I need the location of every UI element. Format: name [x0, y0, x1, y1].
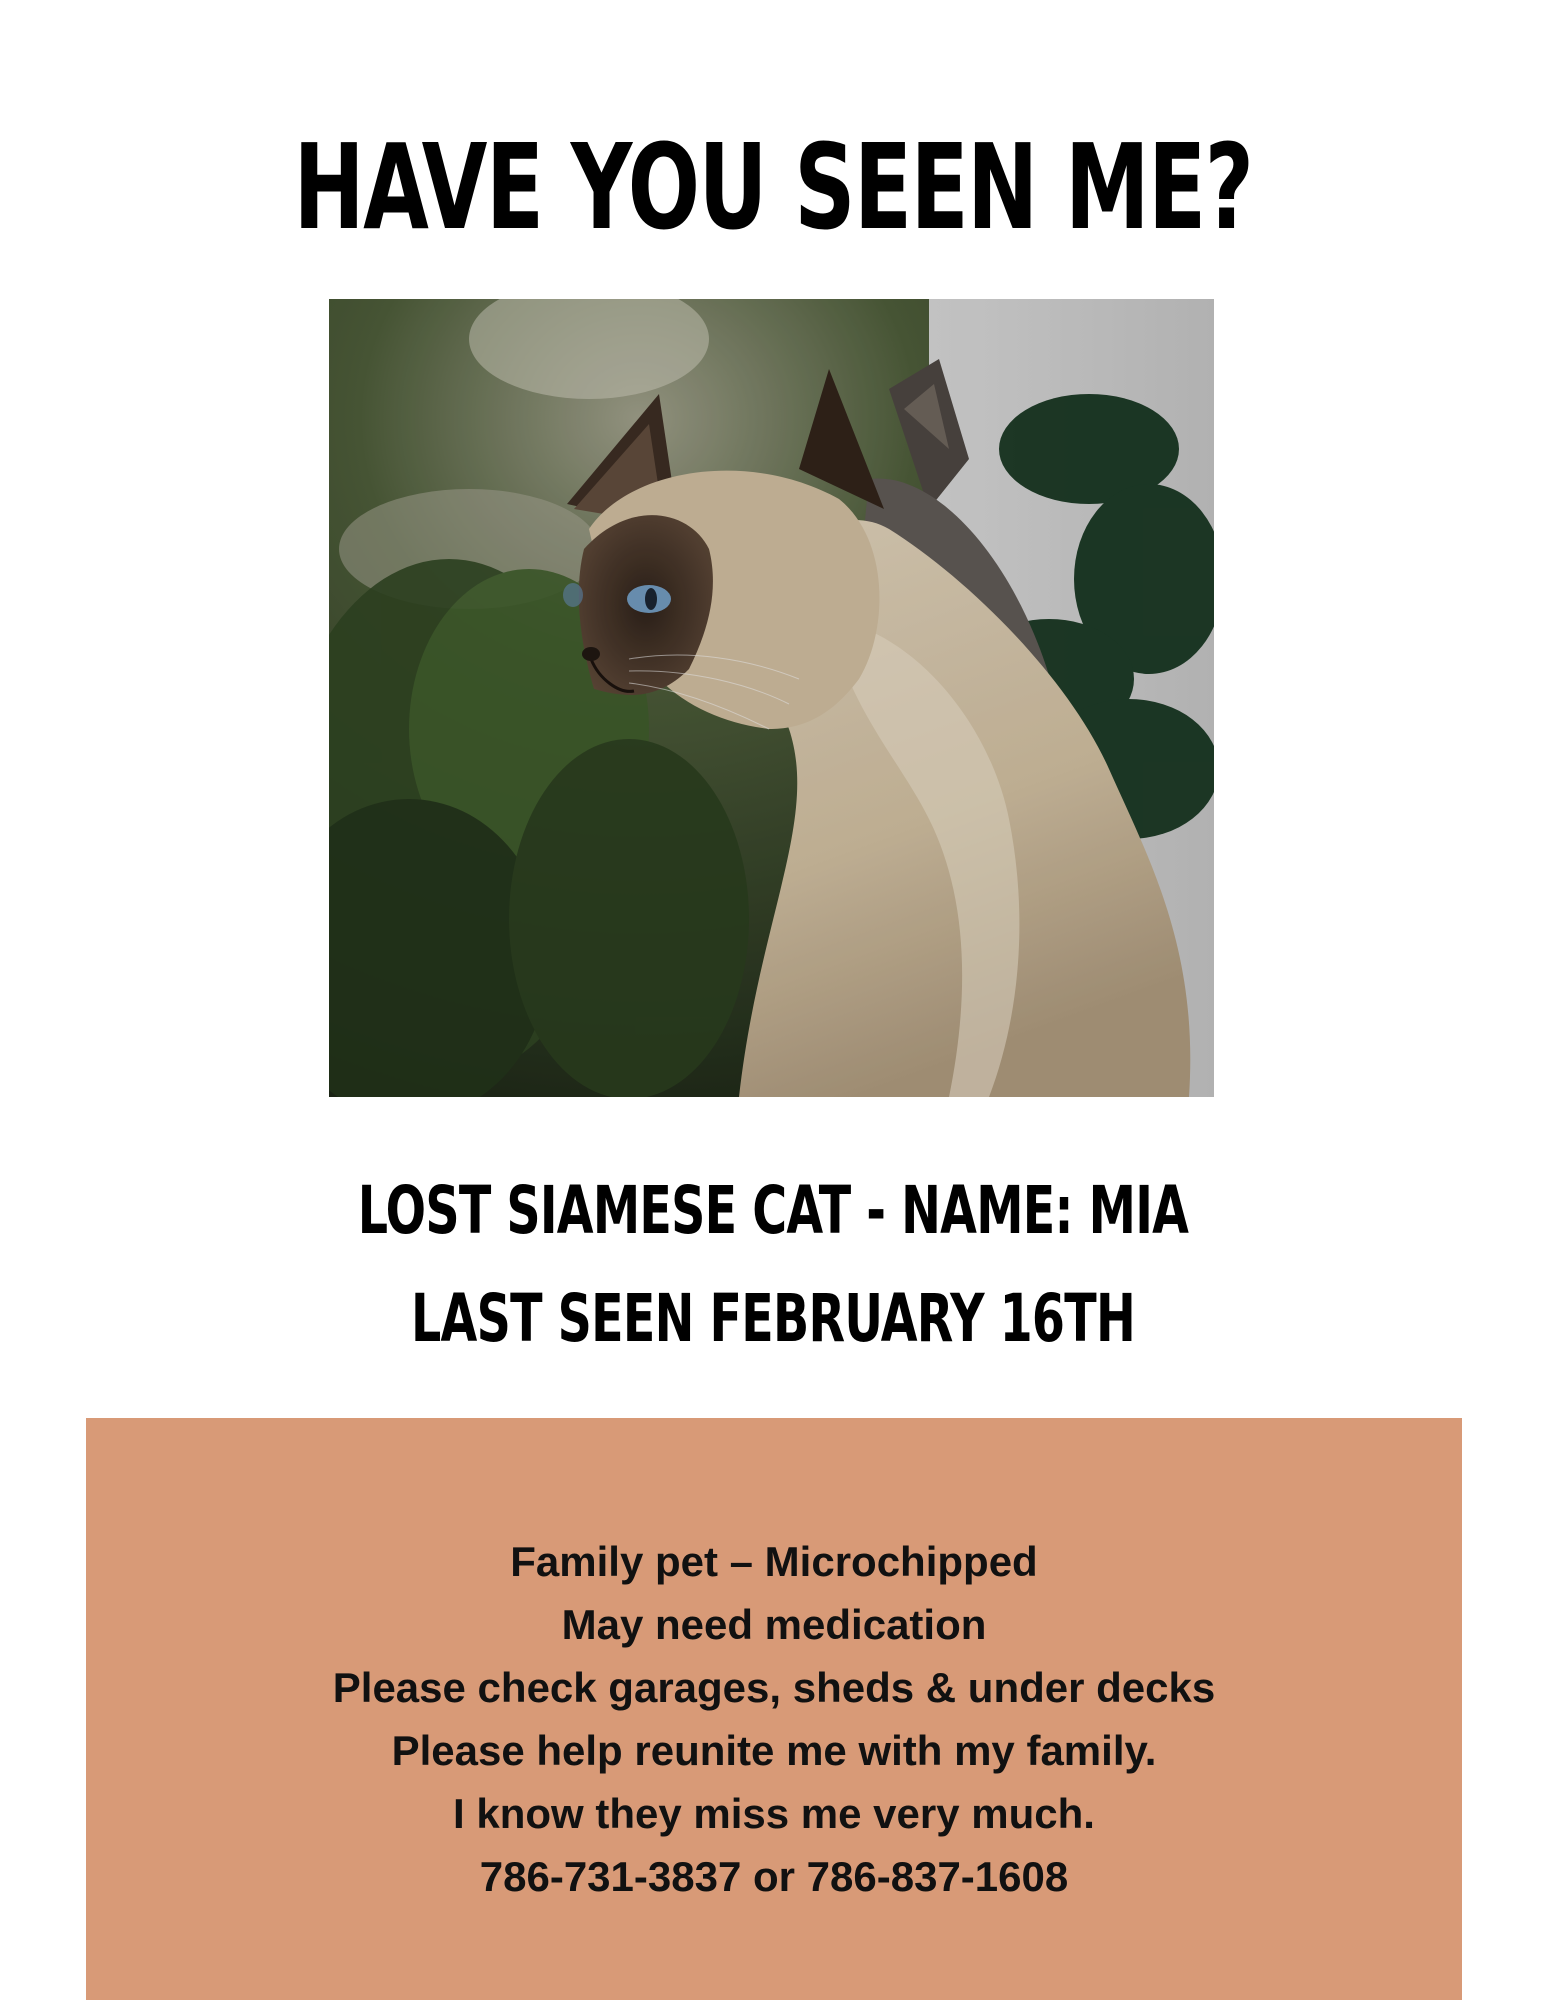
- info-line-check-places: Please check garages, sheds & under decks: [332, 1664, 1216, 1711]
- info-line-medication: May need medication: [561, 1601, 987, 1648]
- subheadline-name: LOST SIAMESE CAT - NAME: MIA: [357, 1172, 1189, 1249]
- info-lines: [86, 1530, 1462, 1908]
- subheadline-last-seen: LAST SEEN FEBRUARY 16TH: [410, 1280, 1136, 1357]
- info-line-reunite: Please help reunite me with my family.: [391, 1727, 1157, 1774]
- cat-photo: [329, 299, 1214, 1097]
- info-line-microchipped: Family pet – Microchipped: [510, 1538, 1038, 1585]
- info-line-miss-me: I know they miss me very much.: [453, 1790, 1095, 1837]
- info-line-phone-numbers: 786-731-3837 or 786-837-1608: [479, 1853, 1069, 1900]
- headline: HAVE YOU SEEN ME?: [293, 118, 1253, 256]
- info-box: [86, 1418, 1462, 2000]
